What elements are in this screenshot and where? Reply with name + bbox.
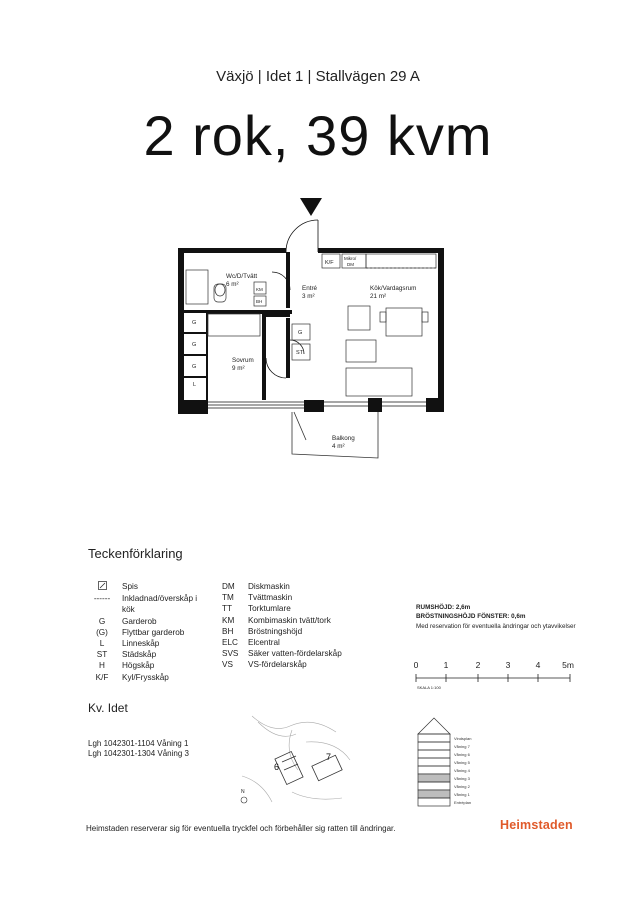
legend-row: K/F Kyl/Frysskåp xyxy=(95,672,169,682)
kitchen-fixtures xyxy=(322,254,436,268)
legend-left xyxy=(82,581,212,683)
scale-tick-5: 5m xyxy=(562,660,574,670)
furniture xyxy=(208,306,428,396)
scale-tick-1: 1 xyxy=(443,660,449,670)
bh-mark: BH xyxy=(256,299,263,304)
legend-row: KM Kombimaskin tvätt/tork xyxy=(222,615,331,625)
wardrobe-g1: G xyxy=(192,320,197,326)
room-bedroom-area: 9 m² xyxy=(232,365,245,372)
inner-walls xyxy=(184,248,322,408)
legend-row: BH Bröstningshöjd xyxy=(222,626,303,636)
room-height: RUMSHÖJD: 2,6m xyxy=(416,604,471,611)
north-icon xyxy=(241,797,247,803)
site-label-6: 6 xyxy=(274,762,280,772)
km-mark: KM xyxy=(256,287,263,292)
legend-row: (G) Flyttbar garderob xyxy=(96,627,185,637)
legend-row: TT Torktumlare xyxy=(222,604,291,614)
dm-mark: DM xyxy=(347,262,354,267)
legend-row: kök xyxy=(122,605,135,615)
legend-row: DM Diskmaskin xyxy=(222,582,290,591)
room-bath-name: Wc/D/Tvätt xyxy=(226,273,258,280)
legend-row: SVS Säker vatten-fördelarskåp xyxy=(222,649,342,659)
site-label-7: 7 xyxy=(326,752,332,762)
legend-row: L Linneskåp xyxy=(99,639,160,649)
scale-tick-2: 2 xyxy=(475,660,481,670)
wardrobe-g2: G xyxy=(192,342,197,348)
floor-label-4: Våning 4 xyxy=(454,768,470,773)
site-map xyxy=(232,712,372,808)
scale-tick-0: 0 xyxy=(413,660,419,670)
room-entry-area: 3 m² xyxy=(302,293,315,300)
brand-logo: Heimstaden xyxy=(500,818,573,832)
room-balcony-name: Balkong xyxy=(332,435,355,442)
apartment-1: Lgh 1042301-1104 Våning 1 xyxy=(88,739,189,748)
scale-tick-4: 4 xyxy=(535,660,541,670)
legend-row: ------ Inkladnad/överskåp i xyxy=(93,594,198,604)
room-bedroom-name: Sovrum xyxy=(232,357,254,364)
floor-label-1: Våning 7 xyxy=(454,744,470,749)
legend-row: ELC Elcentral xyxy=(222,638,280,648)
footer-note: Heimstaden reserverar sig för eventuella tryckfel och förbehåller sig ratten till ändringar. xyxy=(86,824,396,833)
floor-label-2: Våning 6 xyxy=(454,752,470,757)
floor-label-0: Vindsplan xyxy=(454,736,472,741)
floor-label-3: Våning 5 xyxy=(454,760,470,765)
room-kitchen-name: Kök/Vardagsrum xyxy=(370,285,417,292)
window-height: BRÖSTNINGSHÖJD FÖNSTER: 0,6m xyxy=(416,613,526,620)
address-subtitle: Växjö | Idet 1 | Stallvägen 29 A xyxy=(216,68,420,85)
scale-bar xyxy=(408,656,580,692)
floor-label-6: Våning 2 xyxy=(454,784,470,789)
room-kitchen-area: 21 m² xyxy=(370,293,387,300)
legend-row: TM Tvättmaskin xyxy=(222,593,293,603)
kf-mark: K/F xyxy=(325,260,334,266)
scale-tick-3: 3 xyxy=(505,660,511,670)
entrance-arrow-icon xyxy=(300,198,322,216)
legend-right xyxy=(222,581,382,671)
room-bath-area: 6 m² xyxy=(226,281,239,288)
room-balcony-area: 4 m² xyxy=(332,443,345,450)
legend-row: G Garderob xyxy=(98,616,157,626)
mikro-mark: Mikro/ xyxy=(344,256,357,261)
linen-l: L xyxy=(193,382,197,388)
floor-label-8: Entréplan xyxy=(454,800,472,805)
stove-icon xyxy=(82,581,122,593)
kv-title: Kv. Idet xyxy=(88,701,128,715)
entry-g: G xyxy=(298,330,303,336)
legend-row: H Högskåp xyxy=(99,661,155,671)
apartment-title: 2 rok, 39 kvm xyxy=(143,104,493,167)
entry-st: ST xyxy=(296,350,304,356)
scale-label: SKALA 1:100 xyxy=(417,685,441,690)
legend-title: Teckenförklaring xyxy=(88,546,183,561)
room-entry-name: Entré xyxy=(302,285,318,292)
outer-walls xyxy=(178,248,444,414)
apartment-2: Lgh 1042301-1304 Våning 3 xyxy=(88,749,189,758)
floor-label-7: Våning 1 xyxy=(454,792,470,797)
floor-plan xyxy=(170,190,460,470)
north-label: N xyxy=(241,789,245,795)
floor-label-5: Våning 3 xyxy=(454,776,470,781)
legend-row: ST Städskåp xyxy=(96,650,157,660)
disclaimer: Med reservation för eventuella ändringar och ytavvikelser xyxy=(416,623,576,630)
wardrobe-g3: G xyxy=(192,364,197,370)
building-floors xyxy=(416,714,516,810)
legend-row: Spis xyxy=(82,581,212,593)
legend-row: VS VS-fördelarskåp xyxy=(222,660,307,670)
